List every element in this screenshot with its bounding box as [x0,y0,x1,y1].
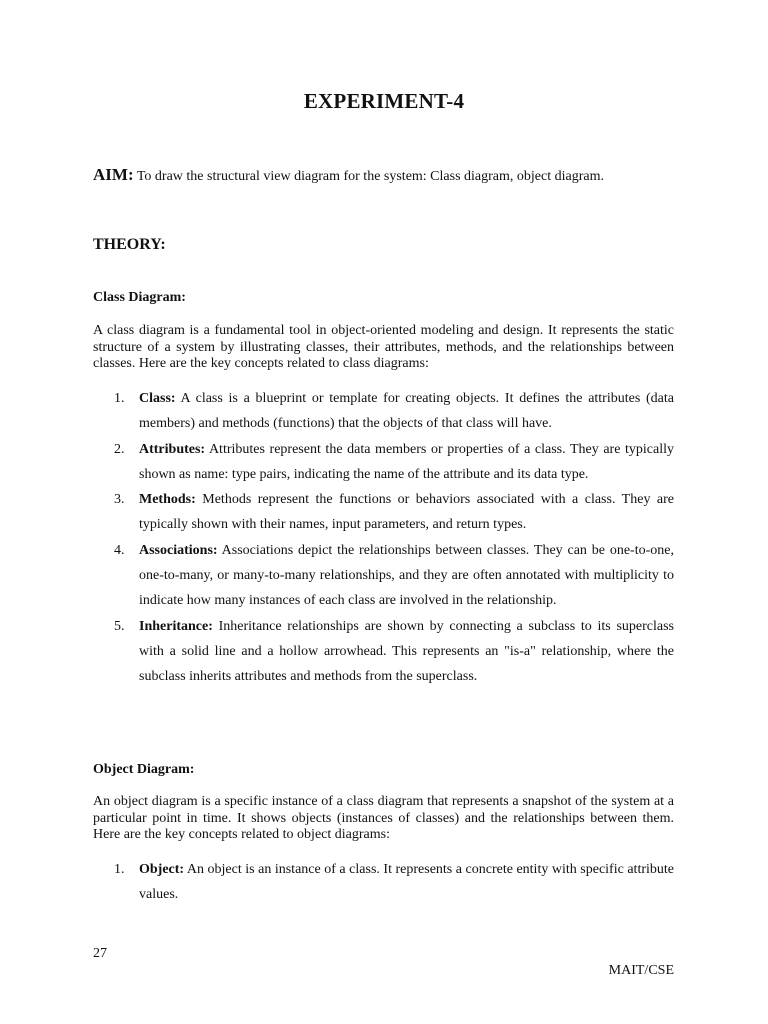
list-item-text: Attributes represent the data members or properties of a class. They are typically shown as name: type pairs, indicating the name of the attribute and its data type. [139,441,674,482]
aim-label: AIM: [93,165,134,184]
list-item-term: Inheritance: [139,618,213,634]
list-item-term: Associations: [139,542,218,558]
list-item [93,857,674,908]
list-item [93,614,674,690]
list-item [93,386,674,437]
list-item-number: 2. [114,441,125,457]
theory-heading: THEORY: [93,236,166,253]
page-number: 27 [93,946,107,961]
list-item-text: Associations depict the relationships between classes. They can be one-to-one, one-to-many, or many-to-many relationships, and they are often annotated with multiplicity to indicate how many instances of each class are involved in the relationship. [139,542,674,609]
list-item [93,487,674,538]
class-diagram-concepts-list [93,386,674,690]
list-item-term: Object: [139,862,185,877]
list-item-text: A class is a blueprint or template for creating objects. It defines the attributes (data members) and methods (functions) that the objects of that class will have. [139,391,675,432]
list-item-term: Methods: [139,492,196,508]
list-item-number: 3. [114,492,125,508]
aim-statement [93,165,604,185]
list-item-number: 1. [114,391,125,406]
object-diagram-concepts-list [93,857,674,908]
list-item-term: Attributes: [139,441,206,457]
list-item [93,437,674,488]
list-item-number: 1. [114,862,125,877]
list-item-text: Methods represent the functions or behaviors associated with a class. They are typically shown with their names, input parameters, and return types. [139,492,675,533]
class-diagram-intro: A class diagram is a fundamental tool in object-oriented modeling and design. It represents the static structure of a system by illustrating classes, their attributes, methods, and the relationships between classes. Here are the key concepts related to class diagrams: [93,323,674,371]
object-diagram-heading: Object Diagram: [93,762,195,777]
class-diagram-heading: Class Diagram: [93,290,186,305]
footer-institution-code: MAIT/CSE [608,963,674,978]
list-item-number: 4. [114,542,125,558]
list-item-text: Inheritance relationships are shown by connecting a subclass to its superclass with a solid line and a hollow arrowhead. This represents an "is-a" relationship, where the subclass inherits attributes and methods from the superclass. [139,618,675,685]
list-item-number: 5. [114,618,125,634]
object-diagram-intro: An object diagram is a specific instance of a class diagram that represents a snapshot of the system at a particular point in time. It shows objects (instances of classes) and the relationships between them. Here are the key concepts related to object diagrams: [93,794,674,842]
list-item-text: An object is an instance of a class. It represents a concrete entity with specific attribute values. [139,862,674,903]
list-item [93,538,674,614]
page-title: EXPERIMENT-4 [303,89,465,113]
list-item-term: Class: [139,391,176,406]
aim-text: To draw the structural view diagram for the system: Class diagram, object diagram. [136,169,604,184]
